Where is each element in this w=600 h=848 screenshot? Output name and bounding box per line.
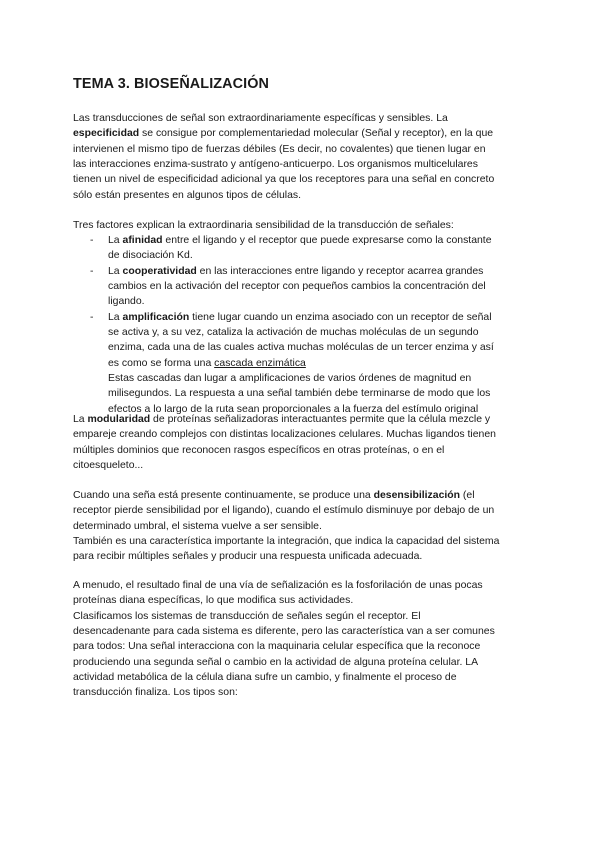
text-line: receptor pierde sensibilidad por el ligando), cuando el estímulo disminuye por debajo de un [73,505,495,517]
text-line: milisegundos. La respuesta a una señal también debe terminarse de modo que los [108,388,491,400]
text-line: determinado umbral, el sistema vuelve a ser sensible. [73,520,322,532]
paragraph-fosforilacion [73,578,495,701]
text-line: para recibir múltiples señales y producir una respuesta unificada adecuada. [73,551,423,563]
text-line: La amplificación tiene lugar cuando un enzima asociado con un receptor de señal [108,311,492,323]
text-line: ligando. [108,296,145,308]
text-line: enzima, cada una de las cuales activa muchas moléculas de un tercer enzima y así [108,342,494,354]
text-line: empareje creando complejos con distintas localizaciones celulares. Muchas ligandos tienen [73,429,496,441]
text-line: de disociación Kd. [108,250,193,262]
term-amplificacion: amplificación [122,311,190,323]
list-item-amplificacion [73,310,494,417]
cascada-enzimatica-link[interactable]: cascada enzimática [214,357,306,369]
text-line: También es una característica importante la integración, que indica la capacidad del sistema [73,536,500,548]
page-title: TEMA 3. BIOSEÑALIZACIÓN [73,76,270,92]
text-line: Tres factores explican la extraordinaria sensibilidad de la transducción de señales: [73,220,454,231]
text-line: proteínas diana específicas, lo que modifica sus actividades. [73,595,354,607]
term-afinidad: afinidad [122,235,163,246]
text-line: Clasificamos los sistemas de transducción de señales según el receptor. El [73,610,421,622]
text-line: La afinidad entre el ligando y el receptor que puede expresarse como la constante [108,235,492,246]
text-line: desencadenante para cada sistema es diferente, pero las característica van a ser comunes [73,626,495,638]
text-line: las interacciones enzima-sustrato y antígeno-anticuerpo. Los organismos multicelulares [73,159,478,171]
text-line: actividad metabólica de la célula diana sufre un cambio, y finalmente el proceso de [73,672,457,684]
text-line: Cuando una seña está presente continuamente, se produce una desensibilización (el [73,490,475,501]
text-line: sólo están presentes en algunos tipos de células. [73,189,302,201]
text-line: para todos: Una señal interacciona con la maquinaria celular específica que la reconoce [73,641,481,653]
text-line: se activa y, a su vez, cataliza la activación de muchas moléculas de un segundo [108,327,479,339]
list-item-afinidad [73,233,494,264]
text-line: La cooperatividad en las interacciones entre ligando y receptor acarrea grandes [108,265,484,277]
term-modularidad: modularidad [87,414,151,425]
text-line: intervienen el mismo tipo de fuerzas débiles (Es decir, no covalentes) que tienen lugar en [73,143,486,155]
factors-list [73,233,494,417]
text-line: Estas cascadas dan lugar a amplificaciones de varios órdenes de magnitud en [108,373,472,385]
paragraph-modularidad [73,412,496,473]
list-dash: - [90,265,94,277]
text-line: cambios en la activación del receptor con pequeños cambios la concentración del [108,281,486,293]
term-especificidad: especificidad [73,128,140,140]
paragraph-factors-intro [73,218,454,233]
text-line: tienen un nivel de especificidad adicional ya que los receptores para una señal en concreto [73,174,495,186]
text-line: A menudo, el resultado final de una vía de señalización es la fosforilación de unas pocas [73,580,483,591]
text-line: La modularidad de proteínas señalizadoras interactuantes permite que la célula mezcle y [73,414,491,425]
text-line: Las transducciones de señal son extraordinariamente específicas y sensibles. La [73,113,448,124]
term-desensibilizacion: desensibilización [373,490,461,501]
paragraph-desensibilizacion [73,488,499,565]
text-line: citoesqueleto... [73,460,144,472]
text-line: es como se forma una cascada enzimática [108,357,306,369]
list-dash: - [90,235,94,246]
text-line: transducción finaliza. Los tipos son: [73,687,238,699]
text-line: produciendo una segunda señal o cambio en la actividad de alguna proteína celular. LA [73,656,479,668]
paragraph-specificity [73,111,494,203]
term-cooperatividad: cooperatividad [122,265,197,277]
list-item-cooperatividad [73,264,494,310]
text-line: múltiples dominios que reconocen rasgos específicos en otras proteínas, o en el [73,444,445,456]
text-line: efectos a lo largo de la ruta sean proporcionales a la fuerza del estímulo original [108,403,479,415]
list-dash: - [90,311,94,323]
text-line: especificidad se consigue por complementariedad molecular (Señal y receptor), en la que [73,128,494,140]
